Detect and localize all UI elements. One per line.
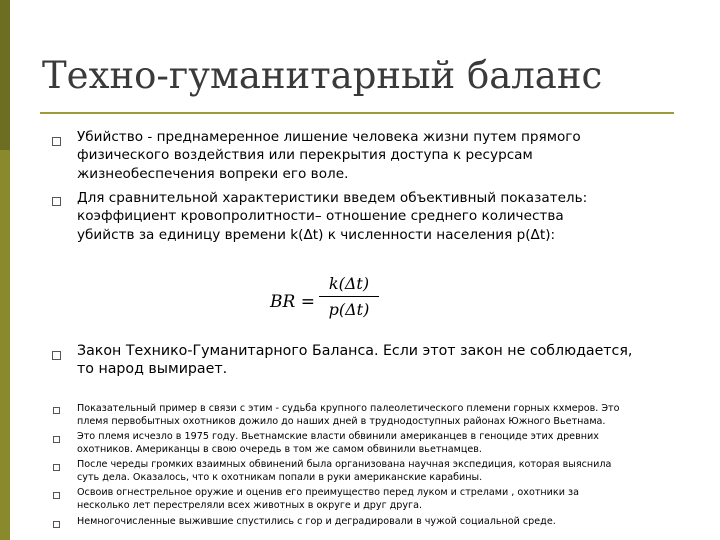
paragraph-line: несколько лет перестреляли всех животных в округе и друг друга.	[77, 500, 423, 512]
paragraph-line: коэффициент кровопролитности– отношение среднего количества	[77, 208, 564, 225]
paragraph-line: Это племя исчезло в 1975 году. Вьетнамские власти обвинили американцев в геноциде этих древних	[77, 431, 599, 442]
bullet-square-icon	[53, 521, 60, 528]
paragraph-line: суть дела. Оказалось, что к охотникам попали в руки американские карабины.	[77, 472, 483, 484]
title-underline	[40, 112, 674, 114]
bullet-paragraph-disappearance	[77, 430, 599, 456]
paragraph-line: убийств за единицу времени k(Δt) к численности населения p(Δt):	[77, 226, 556, 243]
bullet-square-icon	[52, 197, 61, 206]
formula-fraction	[319, 274, 379, 319]
paragraph-line: охотников. Американцы в свою очередь в том же самом обвинили вьетнамцев.	[77, 444, 482, 456]
bullet-paragraph-indicator	[77, 189, 587, 244]
bullet-square-icon	[52, 351, 61, 360]
bullet-paragraph-definition	[77, 128, 581, 183]
paragraph-line: племя первобытных охотников дожило до наших дней в труднодоступных районах Южного Вьетнама.	[77, 416, 606, 428]
paragraph-line: Для сравнительной характеристики введем объективный показатель:	[77, 190, 588, 206]
side-accent-bar-top	[0, 0, 10, 150]
paragraph-line: Немногочисленные выжившие спустились с гор и деградировали в чужой социальной среде.	[77, 516, 556, 527]
formula-numerator: k(Δt)	[328, 274, 370, 293]
paragraph-line: Убийство - преднамеренное лишение человека жизни путем прямого	[77, 129, 581, 145]
formula-denominator: p(Δt)	[328, 300, 370, 320]
paragraph-line: жизнеобеспечения вопреки его воле.	[77, 165, 349, 182]
paragraph-line: то народ вымирает.	[77, 361, 228, 377]
paragraph-line: Закон Технико-Гуманитарного Баланса. Если этот закон не соблюдается,	[77, 343, 633, 359]
paragraph-line: После череды громких взаимных обвинений была организована научная экспедиция, которая выяснила	[77, 459, 612, 470]
paragraph-line: Освоив огнестрельное оружие и оценив его преимущество перед луком и стрелами , охотники за	[77, 487, 579, 498]
paragraph-line: физического воздействия или перекрытия доступа к ресурсам	[77, 147, 533, 164]
bullet-square-icon	[53, 407, 60, 414]
bullet-square-icon	[52, 137, 61, 146]
bullet-square-icon	[53, 436, 60, 443]
bullet-paragraph-law	[77, 342, 632, 378]
bullet-paragraph-expedition	[77, 458, 611, 484]
bullet-square-icon	[53, 492, 60, 499]
slide-title: Техно-гуманитарный баланс	[42, 54, 603, 97]
bullet-paragraph-example	[77, 402, 620, 428]
bullet-paragraph-survivors	[77, 515, 556, 528]
paragraph-line: Показательный пример в связи с этим - судьба крупного палеолетического племени горных кхмеров. Это	[77, 403, 620, 414]
formula-br	[270, 272, 390, 334]
bullet-paragraph-firearms	[77, 486, 579, 512]
formula-lhs: BR =	[270, 292, 315, 312]
fraction-bar	[319, 296, 379, 297]
bullet-square-icon	[53, 464, 60, 471]
